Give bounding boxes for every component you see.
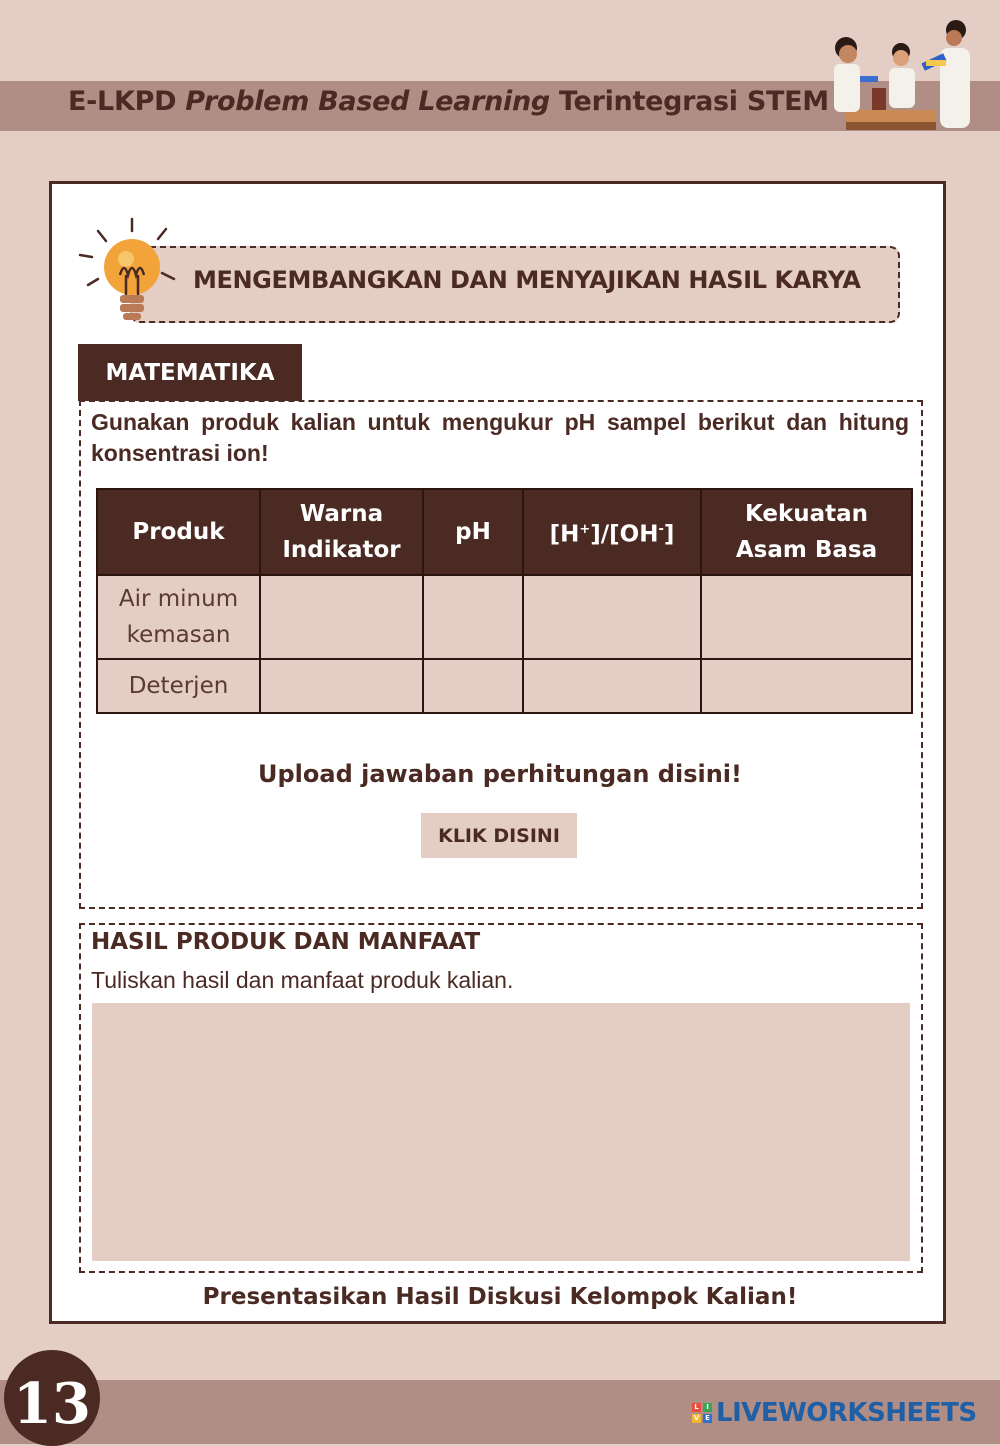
table-row [97, 659, 912, 713]
footer-instruction: Presentasikan Hasil Diskusi Kelompok Kalian! [202, 1284, 798, 1310]
col-header-warna-indikator: Warna Indikator [260, 489, 423, 575]
liveworksheets-logo-icon: L I V E [692, 1403, 712, 1423]
cell-warna-indikator[interactable] [260, 575, 423, 659]
lightbulb-icon [78, 215, 176, 330]
page-number: 13 [13, 1371, 91, 1437]
ph-table [96, 488, 913, 714]
col-header-ph: pH [423, 489, 523, 575]
table-row [97, 575, 912, 659]
table-header-row [97, 489, 912, 575]
matematika-instruction: Gunakan produk kalian untuk mengukur pH sampel berikut dan hitung konsentrasi ion! [91, 409, 909, 466]
cell-produk: Deterjen [97, 659, 260, 713]
matematika-tab: MATEMATIKA [78, 344, 302, 401]
col-header-ion-concentration: [H+]/[OH-] [523, 489, 701, 575]
upload-label: Upload jawaban perhitungan disini! [258, 760, 742, 788]
page-title: E-LKPD Problem Based Learning Terintegrasi STEM [68, 86, 829, 117]
cell-ion[interactable] [523, 659, 701, 713]
hasil-answer-field[interactable] [92, 1003, 910, 1261]
cell-ion[interactable] [523, 575, 701, 659]
cell-kekuatan[interactable] [701, 659, 912, 713]
cell-kekuatan[interactable] [701, 575, 912, 659]
cell-ph[interactable] [423, 659, 523, 713]
section-title: MENGEMBANGKAN DAN MENYAJIKAN HASIL KARYA [193, 266, 861, 294]
hasil-subtitle: Tuliskan hasil dan manfaat produk kalian. [91, 967, 514, 993]
scientists-illustration [826, 18, 986, 136]
liveworksheets-brand: LIVEWORKSHEETS [716, 1398, 977, 1428]
cell-warna-indikator[interactable] [260, 659, 423, 713]
klik-disini-button[interactable]: KLIK DISINI [421, 813, 577, 858]
hasil-title: HASIL PRODUK DAN MANFAAT [91, 929, 481, 955]
liveworksheets-logo [692, 1398, 977, 1428]
col-header-kekuatan-asam-basa: Kekuatan Asam Basa [701, 489, 912, 575]
cell-ph[interactable] [423, 575, 523, 659]
cell-produk: Air minum kemasan [97, 575, 260, 659]
col-header-produk: Produk [97, 489, 260, 575]
